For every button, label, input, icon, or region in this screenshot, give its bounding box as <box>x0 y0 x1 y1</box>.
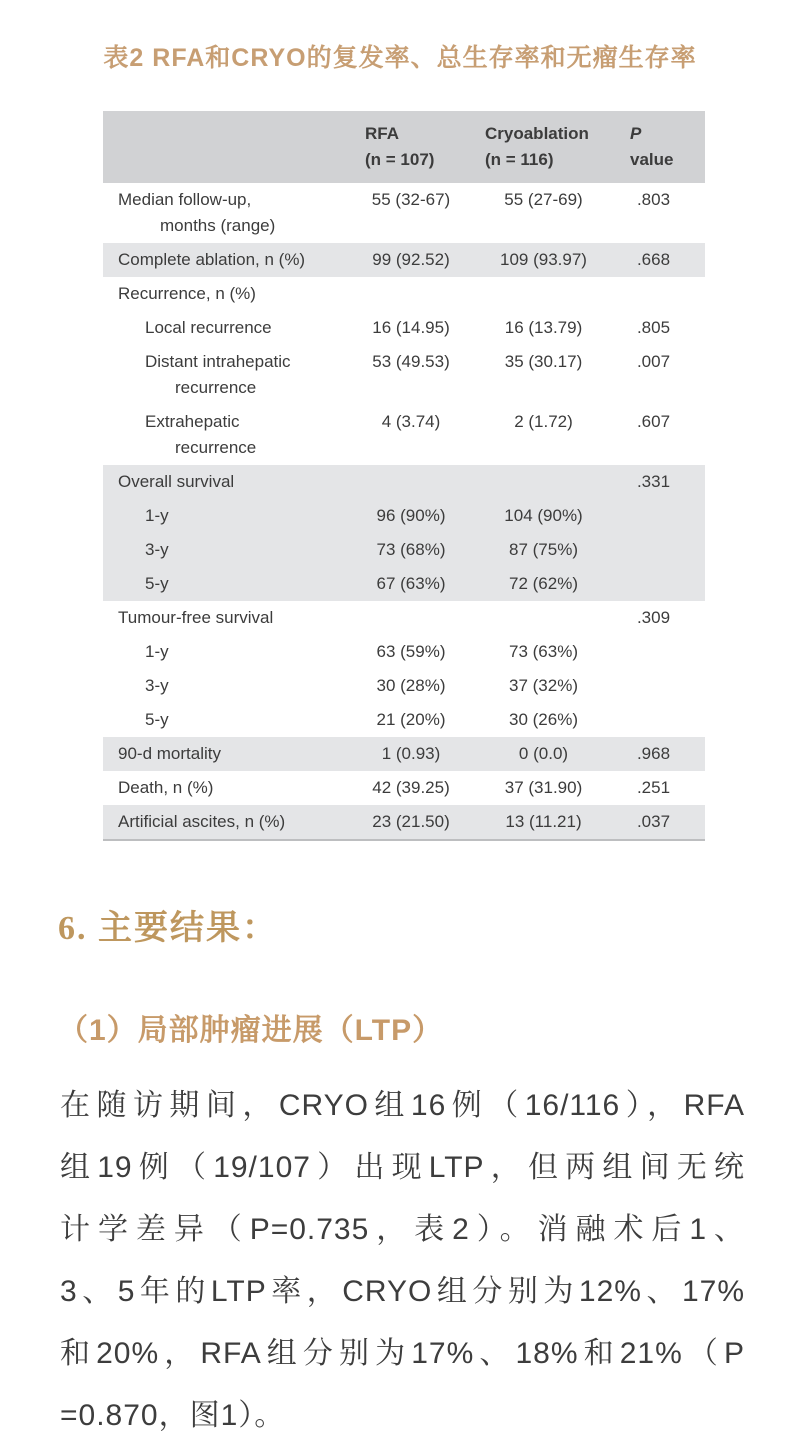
rfa-value: 67 (63%) <box>365 567 485 601</box>
body-line: 和20%，RFA组分别为17%、18%和21%（P <box>60 1337 745 1370</box>
body-line: =0.870，图1）。 <box>60 1399 286 1432</box>
row-label: 1-y <box>145 642 169 661</box>
rfa-value: 21 (20%) <box>376 710 446 729</box>
row-label: 90-d mortality <box>118 744 221 763</box>
row-label: 3-y <box>145 540 169 559</box>
cryo-value: 0 (0.0) <box>485 737 630 771</box>
cryo-value: 13 (11.21) <box>485 805 630 840</box>
cryo-value: 72 (62%) <box>485 567 630 601</box>
table-row <box>103 345 705 405</box>
row-label: 1-y <box>145 506 169 525</box>
row-label: Death, n (%) <box>118 778 214 797</box>
table-row <box>103 533 705 567</box>
cryo-value: 109 (93.97) <box>485 243 630 277</box>
rfa-value: 53 (49.53) <box>372 352 450 371</box>
rfa-value: 4 (3.74) <box>381 412 441 431</box>
row-label: Artificial ascites, n (%) <box>118 812 286 831</box>
row-label: Distant intrahepatic <box>145 352 291 371</box>
table-row <box>103 635 705 669</box>
p-value: .668 <box>630 243 705 277</box>
p-value: .037 <box>630 805 705 840</box>
row-label: Tumour-free survival <box>118 608 274 627</box>
table-row <box>103 567 705 601</box>
rfa-value: 30 (28%) <box>376 676 446 695</box>
body-line: 3、5年的LTP率，CRYO组分别为12%、17% <box>60 1275 745 1308</box>
table-row <box>103 311 705 345</box>
rfa-value: 1 (0.93) <box>365 737 485 771</box>
table-row <box>103 277 705 311</box>
recurrence-survival-table <box>103 111 705 841</box>
rfa-value: 63 (59%) <box>376 642 446 661</box>
table-row <box>103 601 705 635</box>
rfa-value: 23 (21.50) <box>365 805 485 840</box>
cryo-value: 16 (13.79) <box>504 318 583 337</box>
p-value: .803 <box>636 190 671 209</box>
cryo-value: 73 (63%) <box>509 642 578 661</box>
body-line: 组19例（19/107）出现LTP，但两组间无统 <box>60 1151 745 1184</box>
p-value: .309 <box>636 608 671 627</box>
cryo-value: 30 (26%) <box>509 710 578 729</box>
cryo-value: 37 (32%) <box>509 676 578 695</box>
row-label: 5-y <box>145 710 169 729</box>
row-label: Recurrence, n (%) <box>118 284 256 303</box>
row-label-line2: months (range) <box>160 216 276 235</box>
row-label: 5-y <box>145 574 169 593</box>
p-value: .968 <box>630 737 705 771</box>
cryo-value: 35 (30.17) <box>504 352 583 371</box>
cryo-value: 87 (75%) <box>485 533 630 567</box>
table-row <box>103 703 705 737</box>
empty-header-cell <box>103 111 365 183</box>
row-label-line2: recurrence <box>175 438 257 457</box>
rfa-value: 42 (39.25) <box>372 778 450 797</box>
p-value: .805 <box>636 318 671 337</box>
body-line: 在随访期间，CRYO组16例（16/116），RFA <box>60 1089 745 1122</box>
section-heading: 6. 主要结果： <box>58 910 278 947</box>
table-row <box>103 183 705 243</box>
table-row <box>103 737 705 771</box>
p-value: .251 <box>636 778 671 797</box>
rfa-value: 16 (14.95) <box>372 318 450 337</box>
row-label: Median follow-up, <box>118 190 252 209</box>
p-value: .331 <box>630 465 705 499</box>
rfa-value: 96 (90%) <box>365 499 485 533</box>
row-label: Complete ablation, n (%) <box>118 250 306 269</box>
p-value: .007 <box>636 352 671 371</box>
body-paragraph <box>60 1075 745 1446</box>
article-title: 表2 RFA和CRYO的复发率、总生存率和无瘤生存率 <box>103 44 697 72</box>
rfa-value: 99 (92.52) <box>365 243 485 277</box>
cryo-value: 55 (27-69) <box>504 190 583 209</box>
rfa-value: 73 (68%) <box>365 533 485 567</box>
row-label: Extrahepatic <box>145 412 240 431</box>
row-label: Local recurrence <box>145 318 272 337</box>
table-row <box>103 805 705 840</box>
subsection-heading: （1）局部肿瘤进展（LTP） <box>58 1014 444 1047</box>
body-line: 计学差异（P=0.735，表2）。消融术后1、 <box>60 1213 745 1246</box>
p-value: .607 <box>636 412 671 431</box>
row-label-line2: recurrence <box>175 378 257 397</box>
rfa-value: 55 (32-67) <box>371 190 451 209</box>
cryo-column-header: Cryoablation (n = 116) <box>485 111 630 183</box>
table-row <box>103 243 705 277</box>
table-row <box>103 405 705 465</box>
p-value-column-header: P value <box>630 111 705 183</box>
cryo-value: 104 (90%) <box>485 499 630 533</box>
table-row <box>103 669 705 703</box>
table-header-row <box>103 111 705 183</box>
table-row <box>103 499 705 533</box>
row-label: Overall survival <box>118 472 235 491</box>
cryo-value: 37 (31.90) <box>504 778 583 797</box>
cryo-value: 2 (1.72) <box>514 412 573 431</box>
table-row <box>103 465 705 499</box>
table-row <box>103 771 705 805</box>
row-label: 3-y <box>145 676 169 695</box>
rfa-column-header: RFA (n = 107) <box>365 111 485 183</box>
